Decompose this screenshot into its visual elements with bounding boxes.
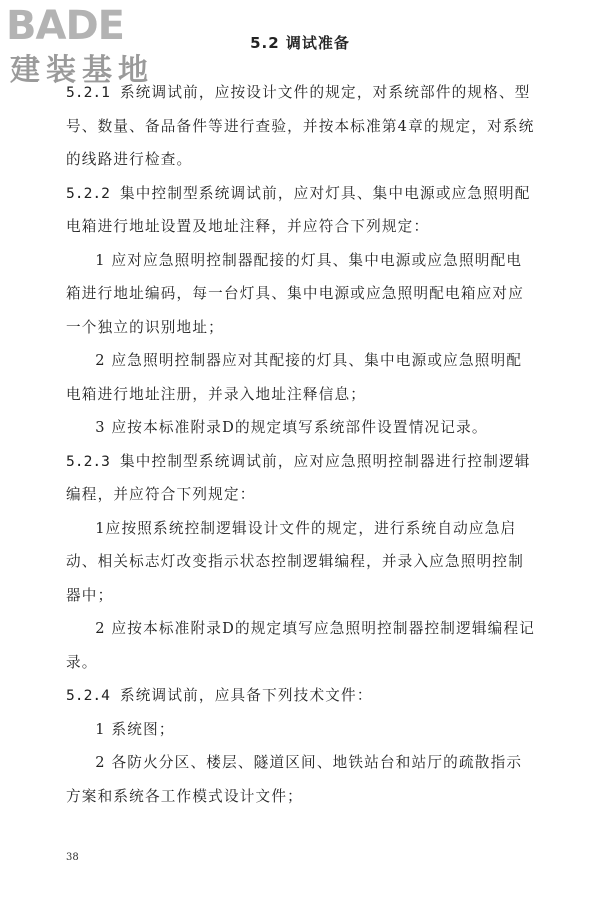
clause-text: 集中控制型系统调试前，应对灯具、集中电源或应急照明配电箱进行地址设置及地址注释，并应符合下列规定： xyxy=(66,184,531,235)
clause-item: 3 应按本标准附录D的规定填写系统部件设置情况记录。 xyxy=(95,419,488,436)
page-number: 38 xyxy=(66,852,79,863)
clause-5-2-2 xyxy=(66,177,536,244)
clause-item: 1应按照系统控制逻辑设计文件的规定，进行系统自动应急启动、相关标志灯改变指示状态控制逻辑编程，并录入应急照明控制器中； xyxy=(66,519,525,604)
clause-text: 集中控制型系统调试前，应对应急照明控制器进行控制逻辑编程，并应符合下列规定： xyxy=(66,452,531,503)
watermark-brand: BADE xyxy=(6,3,124,49)
clause-text: 系统调试前，应按设计文件的规定，对系统部件的规格、型号、数量、备品备件等进行查验，并按本标准第4章的规定，对系统的线路进行检查。 xyxy=(66,84,535,168)
clause-item: 2 各防火分区、楼层、隧道区间、地铁站台和站厅的疏散指示方案和系统各工作模式设计文件； xyxy=(66,754,523,805)
clause-5-2-3 xyxy=(66,445,536,512)
clause-number: 5.2.3 xyxy=(66,452,110,470)
clause-number: 5.2.1 xyxy=(66,84,110,101)
document-body xyxy=(66,76,536,813)
clause-item: 1 系统图； xyxy=(95,720,175,738)
clause-5-2-1 xyxy=(66,76,536,177)
clause-text: 系统调试前，应具备下列技术文件： xyxy=(119,687,373,704)
clause-number: 5.2.4 xyxy=(66,687,110,704)
clause-item: 2 应急照明控制器应对其配接的灯具、集中电源或应急照明配电箱进行地址注册，并录入地址注释信息； xyxy=(66,352,523,403)
clause-5-2-4 xyxy=(66,679,536,713)
clause-number: 5.2.2 xyxy=(66,184,110,202)
clause-item: 1 应对应急照明控制器配接的灯具、集中电源或应急照明配电箱进行地址编码，每一台灯具、集中电源或应急照明配电箱应对应一个独立的识别地址； xyxy=(66,251,525,336)
clause-item: 2 应按本标准附录D的规定填写应急照明控制器控制逻辑编程记录。 xyxy=(66,620,536,671)
section-title: 5.2 调试准备 xyxy=(250,34,350,52)
watermark-subtitle: 建装基地 xyxy=(10,53,154,88)
